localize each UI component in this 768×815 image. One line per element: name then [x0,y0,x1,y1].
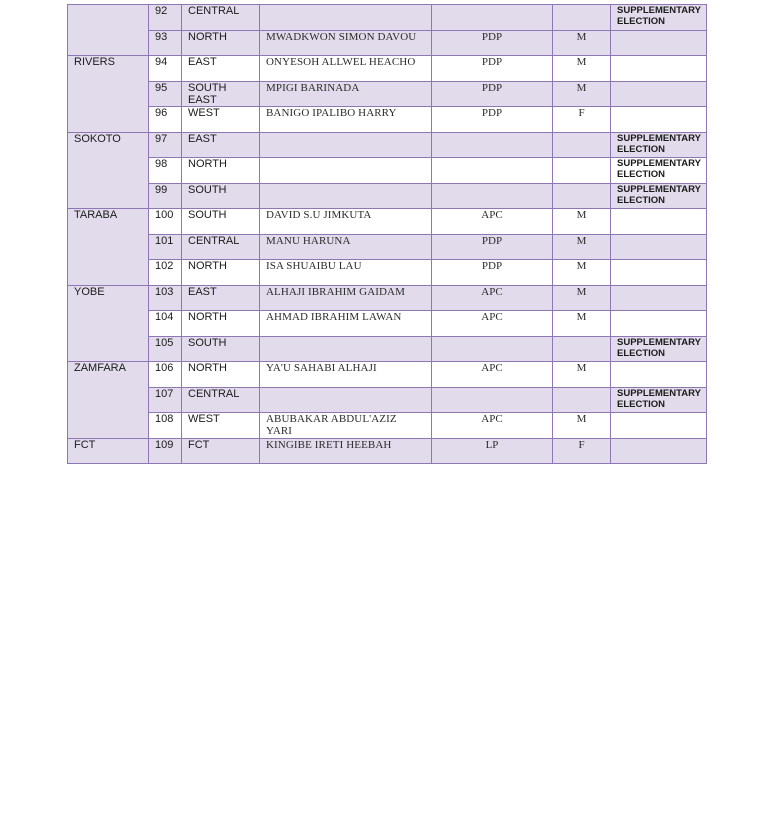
party-cell [432,387,553,413]
party-cell: PDP [432,30,553,56]
party-cell: PDP [432,260,553,286]
state-cell: ZAMFARA [68,362,149,439]
party-cell: LP [432,438,553,464]
remark-cell: SUPPLEMENTARY ELECTION [611,336,707,362]
constituency-number-cell: 98 [149,158,182,184]
state-cell: FCT [68,438,149,464]
remark-cell [611,30,707,56]
remark-cell: SUPPLEMENTARY ELECTION [611,132,707,158]
gender-cell [553,387,611,413]
candidate-name-cell: ALHAJI IBRAHIM GAIDAM [260,285,432,311]
constituency-number-cell: 97 [149,132,182,158]
constituency-number-cell: 103 [149,285,182,311]
table-row [68,234,707,260]
state-cell: RIVERS [68,56,149,133]
remark-cell [611,56,707,82]
senatorial-zone-cell: CENTRAL [182,5,260,31]
candidate-name-cell [260,336,432,362]
table-row [68,362,707,388]
constituency-number-cell: 101 [149,234,182,260]
candidate-name-cell: MANU HARUNA [260,234,432,260]
table-body [68,5,707,464]
constituency-number-cell: 99 [149,183,182,209]
table-row [68,56,707,82]
constituency-number-cell: 105 [149,336,182,362]
senatorial-zone-cell: SOUTH [182,183,260,209]
remark-cell: SUPPLEMENTARY ELECTION [611,183,707,209]
party-cell [432,132,553,158]
constituency-number-cell: 106 [149,362,182,388]
constituency-number-cell: 95 [149,81,182,107]
table-row [68,5,707,31]
table-row [68,132,707,158]
gender-cell: M [553,56,611,82]
remark-cell [611,260,707,286]
party-cell: PDP [432,107,553,133]
constituency-number-cell: 104 [149,311,182,337]
party-cell: APC [432,311,553,337]
state-cell: TARABA [68,209,149,286]
candidate-name-cell: ISA SHUAIBU LAU [260,260,432,286]
table-row [68,158,707,184]
remark-cell: SUPPLEMENTARY ELECTION [611,5,707,31]
gender-cell: M [553,209,611,235]
constituency-number-cell: 94 [149,56,182,82]
candidate-name-cell [260,387,432,413]
constituency-number-cell: 107 [149,387,182,413]
table-row [68,81,707,107]
table-row [68,260,707,286]
gender-cell: M [553,413,611,439]
senatorial-zone-cell: CENTRAL [182,387,260,413]
state-cell [68,5,149,56]
remark-cell: SUPPLEMENTARY ELECTION [611,387,707,413]
remark-cell [611,107,707,133]
table-row [68,209,707,235]
senatorial-zone-cell: EAST [182,285,260,311]
senatorial-zone-cell: EAST [182,132,260,158]
gender-cell [553,336,611,362]
gender-cell: M [553,362,611,388]
remark-cell [611,413,707,439]
remark-cell [611,438,707,464]
party-cell: PDP [432,234,553,260]
gender-cell: M [553,285,611,311]
state-cell: SOKOTO [68,132,149,209]
gender-cell: M [553,260,611,286]
senatorial-zone-cell: NORTH [182,362,260,388]
remark-cell [611,311,707,337]
senatorial-zone-cell: SOUTH EAST [182,81,260,107]
party-cell [432,336,553,362]
senatorial-zone-cell: WEST [182,413,260,439]
candidate-name-cell: MWADKWON SIMON DAVOU [260,30,432,56]
constituency-number-cell: 108 [149,413,182,439]
senate-results-table [67,4,707,464]
candidate-name-cell [260,5,432,31]
senatorial-zone-cell: NORTH [182,30,260,56]
party-cell [432,183,553,209]
remark-cell: SUPPLEMENTARY ELECTION [611,158,707,184]
candidate-name-cell: DAVID S.U JIMKUTA [260,209,432,235]
remark-cell [611,362,707,388]
table-row [68,183,707,209]
senatorial-zone-cell: NORTH [182,260,260,286]
constituency-number-cell: 96 [149,107,182,133]
party-cell: PDP [432,81,553,107]
senatorial-zone-cell: CENTRAL [182,234,260,260]
candidate-name-cell: AHMAD IBRAHIM LAWAN [260,311,432,337]
candidate-name-cell: ABUBAKAR ABDUL'AZIZ YARI [260,413,432,439]
party-cell: APC [432,413,553,439]
remark-cell [611,81,707,107]
party-cell: APC [432,209,553,235]
constituency-number-cell: 109 [149,438,182,464]
table-row [68,30,707,56]
party-cell: PDP [432,56,553,82]
gender-cell [553,158,611,184]
senatorial-zone-cell: WEST [182,107,260,133]
remark-cell [611,234,707,260]
gender-cell: M [553,30,611,56]
remark-cell [611,285,707,311]
table-row [68,107,707,133]
gender-cell: F [553,438,611,464]
senatorial-zone-cell: FCT [182,438,260,464]
constituency-number-cell: 93 [149,30,182,56]
gender-cell [553,183,611,209]
remark-cell [611,209,707,235]
gender-cell [553,5,611,31]
candidate-name-cell: KINGIBE IRETI HEEBAH [260,438,432,464]
constituency-number-cell: 100 [149,209,182,235]
party-cell [432,5,553,31]
senatorial-zone-cell: SOUTH [182,209,260,235]
candidate-name-cell [260,183,432,209]
table-row [68,413,707,439]
candidate-name-cell: BANIGO IPALIBO HARRY [260,107,432,133]
candidate-name-cell: MPIGI BARINADA [260,81,432,107]
table-row [68,387,707,413]
senatorial-zone-cell: NORTH [182,158,260,184]
candidate-name-cell [260,158,432,184]
table-row [68,285,707,311]
gender-cell [553,132,611,158]
constituency-number-cell: 102 [149,260,182,286]
table-row [68,311,707,337]
senatorial-zone-cell: SOUTH [182,336,260,362]
senatorial-zone-cell: EAST [182,56,260,82]
gender-cell: M [553,81,611,107]
gender-cell: M [553,311,611,337]
candidate-name-cell [260,132,432,158]
gender-cell: M [553,234,611,260]
candidate-name-cell: YA'U SAHABI ALHAJI [260,362,432,388]
candidate-name-cell: ONYESOH ALLWEL HEACHO [260,56,432,82]
gender-cell: F [553,107,611,133]
table-row [68,438,707,464]
party-cell: APC [432,285,553,311]
senatorial-zone-cell: NORTH [182,311,260,337]
party-cell [432,158,553,184]
constituency-number-cell: 92 [149,5,182,31]
party-cell: APC [432,362,553,388]
state-cell: YOBE [68,285,149,362]
table-row [68,336,707,362]
